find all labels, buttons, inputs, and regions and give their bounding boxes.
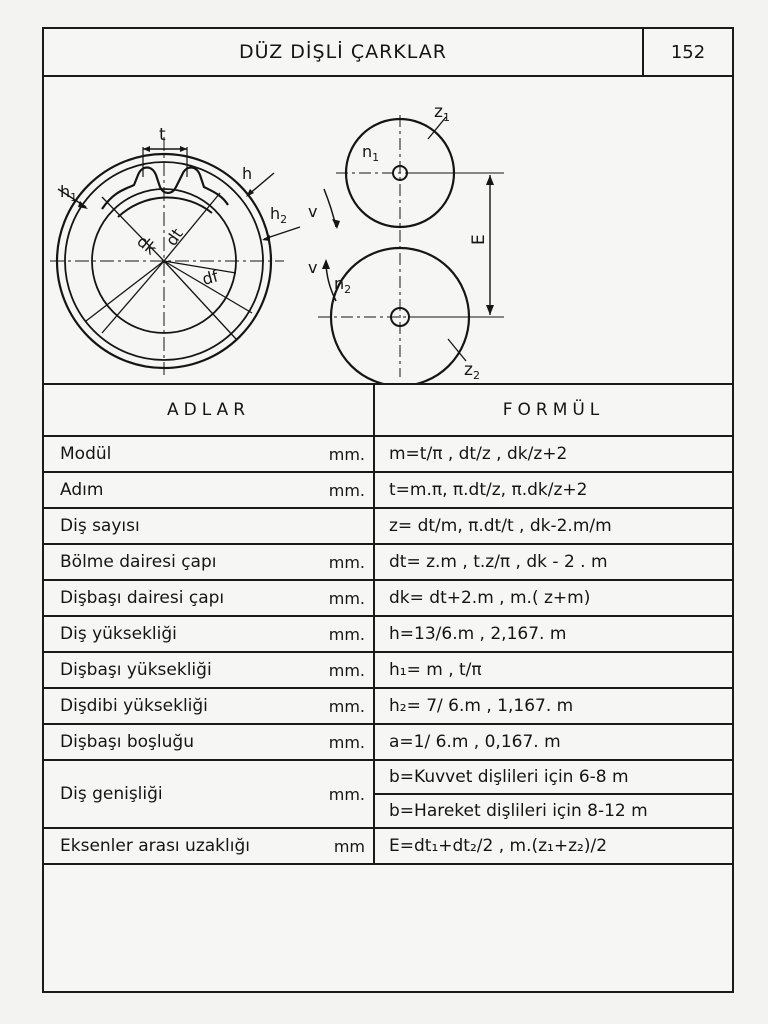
row-unit: mm xyxy=(333,836,365,856)
table-header-row xyxy=(44,385,732,436)
row-unit: mm. xyxy=(328,552,365,572)
v1-label: v xyxy=(308,202,318,221)
row-unit: mm. xyxy=(328,696,365,716)
table-row xyxy=(44,616,732,652)
n2-label: $n_2$ xyxy=(334,274,352,296)
page-title: DÜZ DİŞLİ ÇARKLAR xyxy=(44,29,644,75)
dk-label: dk xyxy=(133,231,161,259)
row-unit: mm. xyxy=(328,784,365,804)
row-unit: mm. xyxy=(328,588,365,608)
dt-label: dt xyxy=(161,224,187,250)
table-row xyxy=(44,436,732,472)
row-formula: dt= z.m , t.z/π , dk - 2 . m xyxy=(374,544,732,580)
row-unit: mm. xyxy=(328,444,365,464)
single-gear-drawing xyxy=(50,137,300,375)
z1-label: $z_1$ xyxy=(434,102,450,124)
t-label: t xyxy=(159,125,166,145)
row-formula: a=1/ 6.m , 0,167. m xyxy=(374,724,732,760)
table-row xyxy=(44,472,732,508)
formula-column-header: FORMÜL xyxy=(374,385,732,436)
row-unit: mm. xyxy=(328,480,365,500)
table-row xyxy=(44,580,732,616)
root-arc xyxy=(118,197,212,217)
row-name: Modül xyxy=(60,444,112,464)
E-label: E xyxy=(469,234,489,245)
h-label: h xyxy=(242,164,253,183)
row-formula: z= dt/m, π.dt/t , dk-2.m/m xyxy=(374,508,732,544)
row-formula-power-gears: b=Kuvvet dişlileri için 6-8 m xyxy=(375,761,732,795)
table-row-tooth-width xyxy=(44,760,732,828)
table-row xyxy=(44,724,732,760)
names-column-header: ADLAR xyxy=(44,385,374,436)
row-name: Diş sayısı xyxy=(60,516,140,536)
row-name: Bölme dairesi çapı xyxy=(60,552,217,572)
row-name: Diş yüksekliği xyxy=(60,624,177,644)
page-number: 152 xyxy=(670,41,706,63)
table-row xyxy=(44,652,732,688)
table-row xyxy=(44,544,732,580)
h1-label: $h_1$ xyxy=(60,182,78,204)
n1-label: $n_1$ xyxy=(362,142,380,164)
row-name: Dişdibi yüksekliği xyxy=(60,696,208,716)
row-name: Dişbaşı dairesi çapı xyxy=(60,588,225,608)
df-label: df xyxy=(200,266,221,289)
row-formula: h₁= m , t/π xyxy=(374,652,732,688)
gear-drawing xyxy=(44,77,732,383)
row-formula-motion-gears: b=Hareket dişlileri için 8-12 m xyxy=(389,801,648,821)
row-name: Eksenler arası uzaklığı xyxy=(60,836,250,856)
row-unit: mm. xyxy=(328,660,365,680)
row-name: Dişbaşı boşluğu xyxy=(60,732,194,752)
row-name: Dişbaşı yüksekliği xyxy=(60,660,212,680)
gear-figure xyxy=(44,77,732,385)
datasheet xyxy=(42,27,734,993)
v2-label: v xyxy=(308,258,318,277)
row-formula: E=dt₁+dt₂/2 , m.(z₁+z₂)/2 xyxy=(374,828,732,864)
row-formula: t=m.π, π.dt/z, π.dk/z+2 xyxy=(374,472,732,508)
row-name: Adım xyxy=(60,480,104,500)
gear-pair-drawing xyxy=(318,115,504,383)
header-row xyxy=(44,29,732,77)
row-formula: h₂= 7/ 6.m , 1,167. m xyxy=(374,688,732,724)
row-name: Diş genişliği xyxy=(60,784,163,804)
row-unit: mm. xyxy=(328,732,365,752)
formula-table xyxy=(44,385,732,865)
row-formula: h=13/6.m , 2,167. m xyxy=(374,616,732,652)
row-formula: dk= dt+2.m , m.( z+m) xyxy=(374,580,732,616)
table-row-center-distance xyxy=(44,828,732,864)
h2-label: $h_2$ xyxy=(270,204,288,226)
row-unit: mm. xyxy=(328,624,365,644)
table-row xyxy=(44,508,732,544)
z2-label: $z_2$ xyxy=(464,360,480,382)
row-formula: m=t/π , dt/z , dk/z+2 xyxy=(374,436,732,472)
table-row xyxy=(44,688,732,724)
